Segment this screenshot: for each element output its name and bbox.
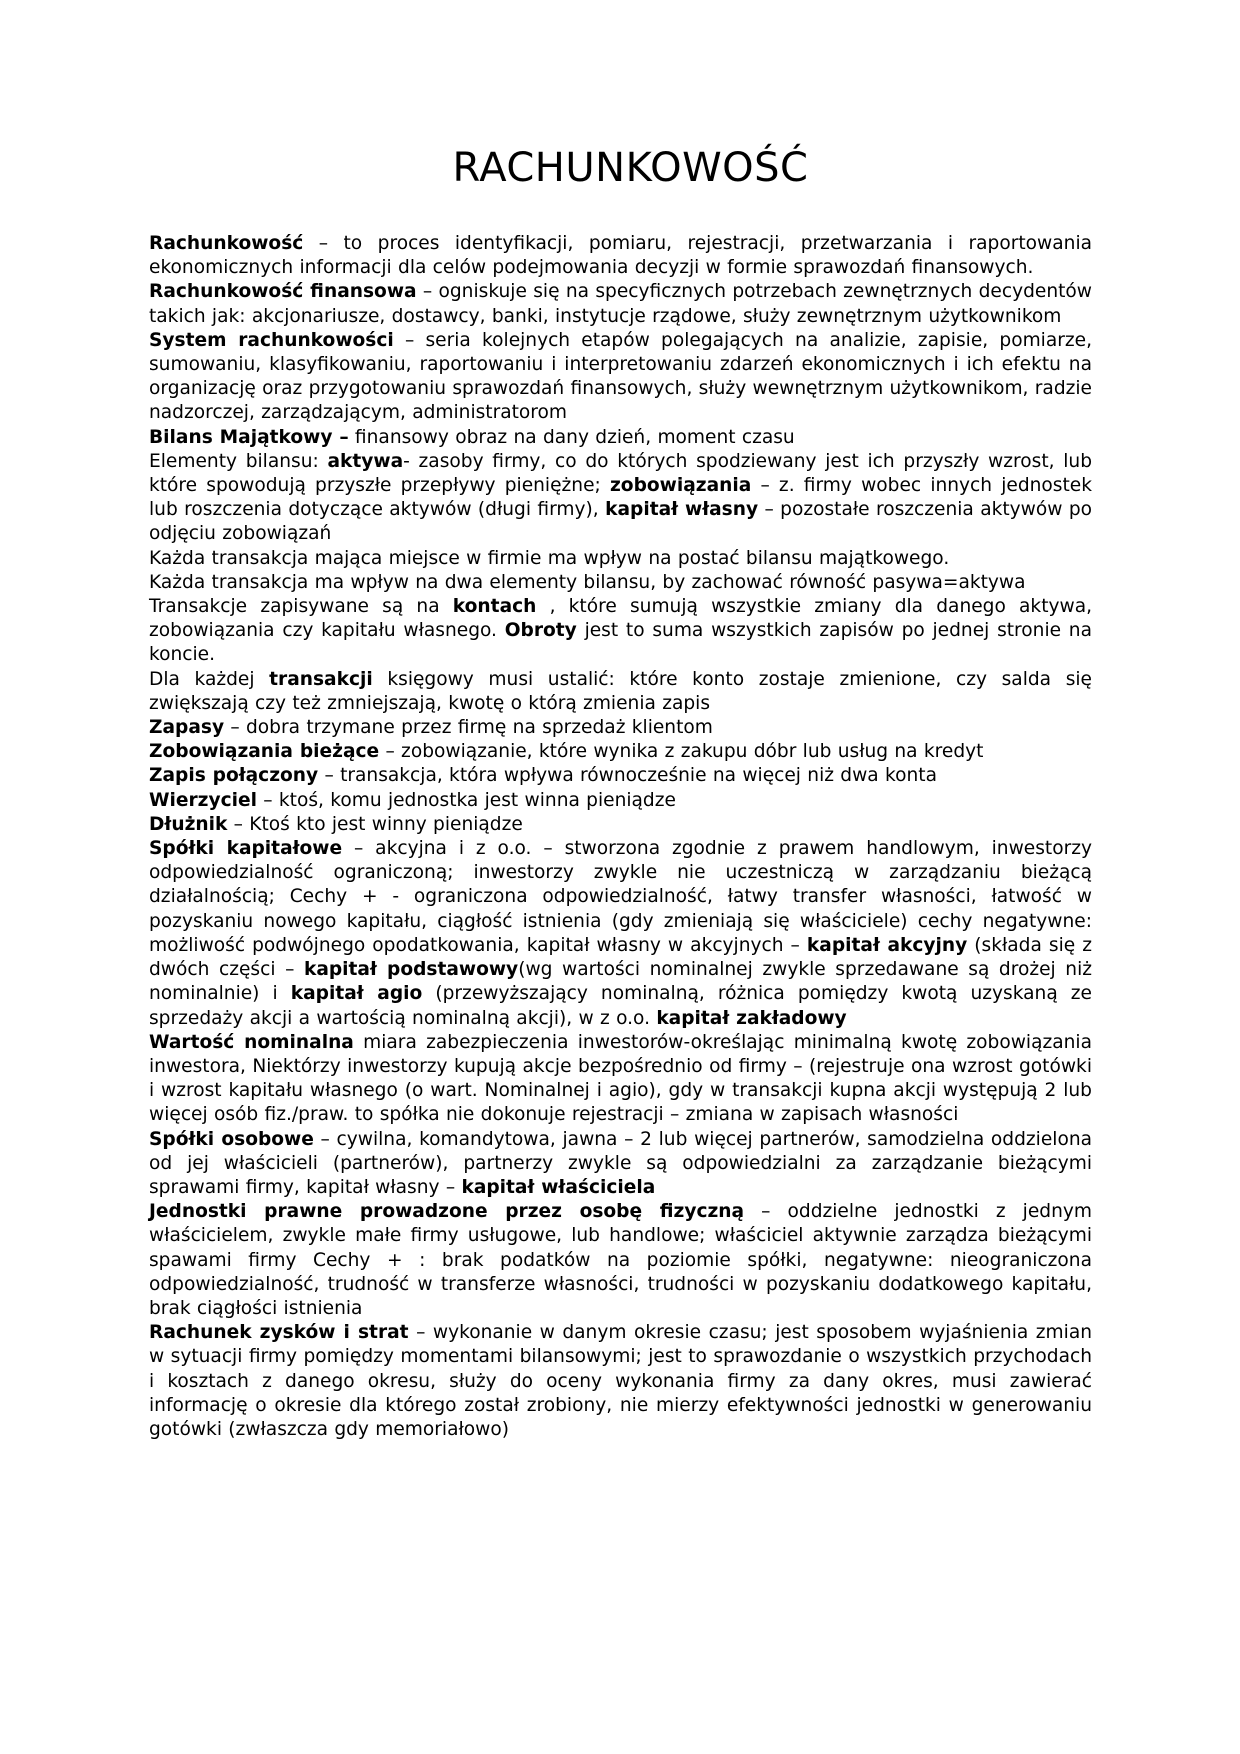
paragraph — [149, 764, 1092, 788]
paragraph-text: – oddzielne jednostki z jednym właścicielem, zwykle małe firmy usługowe, lub handlowe; właściciel aktywnie zarządza bieżącymi spawami firmy Cechy + : brak podatków na poziomie spółki, negatywne: nieograniczona odpowiedzialność, trudność w transferze własności, trudności w pozyskaniu dodatkowego kapitału, brak ciągłości istnienia — [149, 1201, 1092, 1319]
paragraph — [149, 789, 1092, 813]
bold-term: kontach — [452, 596, 537, 618]
paragraph-text: – akcyjna i z o.o. – stworzona zgodnie z prawem handlowym, inwestorzy odpowiedzialność ograniczoną; inwestorzy zwykle nie uczestniczą w zarządzaniu bieżącą działalnością; Cechy + - ograniczona odpowiedzialność, łatwy transfer własności, łatwość w pozyskaniu nowego kapitału, ciągłość istnienia (gdy zmieniają się właściciele) cechy negatywne: możliwość podwójnego opodatkowania, kapitał własny w akcyjnych – — [149, 838, 1092, 956]
paragraph-text: (wg wartości nominalnej zwykle sprzedawane są drożej niż nominalnie) i — [149, 959, 1092, 1005]
paragraph — [149, 426, 1092, 450]
paragraph — [149, 837, 1092, 1031]
paragraph-text: finansowy obraz na dany dzień, moment czasu — [348, 426, 795, 448]
document-body — [149, 232, 1092, 1442]
paragraph — [149, 450, 1092, 547]
bold-term: aktywa — [327, 450, 404, 472]
bold-term: Spółki kapitałowe — [149, 838, 343, 860]
paragraph-text: – seria kolejnych etapów polegających na analizie, zapisie, pomiarze, sumowaniu, klasyfikowaniu, raportowaniu i interpretowaniu zdarzeń ekonomicznych i ich efektu na organizację oraz przygotowaniu sprawozdań finansowych, służy wewnętrznym użytkownikom, radzie nadzorczej, zarządzającym, administratorom — [149, 329, 1092, 424]
bold-term: Zapis połączony — [149, 765, 319, 787]
paragraph-text: – cywilna, komandytowa, jawna – 2 lub więcej partnerów, samodzielna oddzielona od jej właścicieli (partnerów), partnerzy zwykle są odpowiedzialni za zarządzanie bieżącymi sprawami firmy, kapitał własny – — [149, 1128, 1092, 1198]
bold-term: kapitał własny — [605, 499, 759, 521]
paragraph-text: Każda transakcja ma wpływ na dwa elementy bilansu, by zachować równość pasywa=aktywa — [149, 571, 1026, 593]
paragraph-text: , które sumują wszystkie zmiany dla danego aktywa, zobowiązania czy kapitału własnego. — [149, 596, 1093, 642]
paragraph — [149, 1031, 1092, 1128]
paragraph — [149, 668, 1092, 716]
bold-term: Rachunkowość — [149, 233, 304, 254]
bold-term: Wartość nominalna — [149, 1031, 354, 1053]
bold-term: Obroty — [504, 620, 577, 642]
paragraph-text: księgowy musi ustalić: które konto zostaje zmienione, czy salda się zwiększają czy też zmniejszają, kwotę o którą zmienia zapis — [149, 668, 1092, 714]
paragraph — [149, 547, 1092, 571]
paragraph-text: miara zabezpieczenia inwestorów-określając minimalną kwotę zobowiązania inwestora, Niektórzy inwestorzy kupują akcje bezpośrednio od firmy – (rejestruje ona wzrost gotówki i wzrost kapitału własnego (o wart. Nominalnej i agio), gdy w transakcji kupna akcji występują 2 lub więcej osób fiz./praw. to spółka nie dokonuje rejestracji – zmiana w zapisach własności — [149, 1031, 1092, 1126]
paragraph — [149, 1321, 1092, 1442]
bold-term: Rachunkowość finansowa — [149, 281, 417, 303]
bold-term: Zapasy — [149, 717, 225, 739]
paragraph-text: – dobra trzymane przez firmę na sprzedaż klientom — [224, 717, 713, 739]
paragraph-text: – zobowiązanie, które wynika z zakupu dóbr lub usług na kredyt — [379, 741, 984, 763]
paragraph — [149, 280, 1092, 328]
paragraph-text: Transakcje zapisywane są na — [149, 596, 453, 618]
bold-term: Zobowiązania bieżące — [149, 741, 380, 763]
paragraph-text: (przewyższający nominalną, różnica pomiędzy kwotą uzyskaną ze sprzedaży akcji a wartością nominalną akcji), w z o.o. — [149, 983, 1092, 1029]
paragraph — [149, 740, 1092, 764]
document-title: RACHUNKOWOŚĆ — [452, 145, 809, 191]
paragraph-text: – pozostałe roszczenia aktywów po odjęciu zobowiązań — [149, 499, 1093, 545]
paragraph-text: Każda transakcja mająca miejsce w firmie ma wpływ na postać bilansu majątkowego. — [149, 547, 950, 569]
bold-term: kapitał akcyjny — [806, 934, 968, 956]
bold-term: kapitał właściciela — [461, 1176, 656, 1198]
paragraph-text: Elementy bilansu: — [149, 450, 328, 472]
paragraph — [149, 813, 1092, 837]
paragraph-text: – wykonanie w danym okresie czasu; jest sposobem wyjaśnienia zmian w sytuacji firmy pomiędzy momentami bilansowymi; jest to sprawozdanie o wszystkich przychodach i kosztach z danego okresu, służy do oceny wykonania firmy za dany okres, musi zawierać informację o okresie dla którego został zrobiony, nie mierzy efektywności jednostki w generowaniu gotówki (zwłaszcza gdy memoriałowo) — [149, 1322, 1093, 1440]
paragraph — [149, 232, 1092, 280]
paragraph-text: – transakcja, która wpływa równocześnie na więcej niż dwa konta — [318, 765, 937, 787]
paragraph-text: – z. firmy wobec innych jednostek lub roszczenia dotyczące aktywów (długi firmy), — [149, 475, 1092, 521]
bold-term: zobowiązania — [609, 475, 752, 497]
paragraph-text: – ogniskuje się na specyficznych potrzebach zewnętrznych decydentów takich jak: akcjonariusze, dostawcy, banki, instytucje rządowe, służy zewnętrznym użytkownikom — [149, 281, 1092, 327]
paragraph — [149, 571, 1092, 595]
bold-term: kapitał agio — [290, 983, 423, 1005]
bold-term: kapitał podstawowy — [303, 959, 519, 981]
paragraph-text: – Ktoś kto jest winny pieniądze — [227, 813, 523, 835]
bold-term: Jednostki prawne prowadzone przez osobę fizyczną — [149, 1201, 745, 1223]
paragraph-text: – ktoś, komu jednostka jest winna pieniądze — [257, 789, 676, 811]
document-page — [149, 140, 1092, 1442]
paragraph — [149, 716, 1092, 740]
paragraph-text: jest to suma wszystkich zapisów po jednej stronie na koncie. — [149, 620, 1092, 666]
paragraph — [149, 1200, 1092, 1321]
bold-term: Wierzyciel — [149, 789, 257, 811]
bold-term: transakcji — [269, 668, 373, 690]
bold-term: Spółki osobowe — [149, 1128, 314, 1150]
paragraph — [149, 329, 1092, 426]
paragraph — [149, 595, 1092, 668]
paragraph-text: – to proces identyfikacji, pomiaru, rejestracji, przetwarzania i raportowania ekonomicznych informacji dla celów podejmowania decyzji w formie sprawozdań finansowych. — [149, 233, 1092, 279]
bold-term: Bilans Majątkowy – — [149, 426, 349, 448]
bold-term: System rachunkowości — [149, 329, 394, 351]
paragraph — [149, 1128, 1092, 1201]
bold-term: kapitał zakładowy — [656, 1007, 847, 1029]
paragraph-text: (składa się z dwóch części – — [149, 934, 1092, 981]
paragraph-text: - zasoby firmy, co do których spodziewany jest ich przyszły wzrost, lub które spowodują przyszłe przepływy pieniężne; — [149, 450, 1092, 497]
paragraph-text: Dla każdej — [149, 668, 270, 690]
bold-term: Dłużnik — [149, 813, 228, 835]
bold-term: Rachunek zysków i strat — [149, 1322, 409, 1344]
